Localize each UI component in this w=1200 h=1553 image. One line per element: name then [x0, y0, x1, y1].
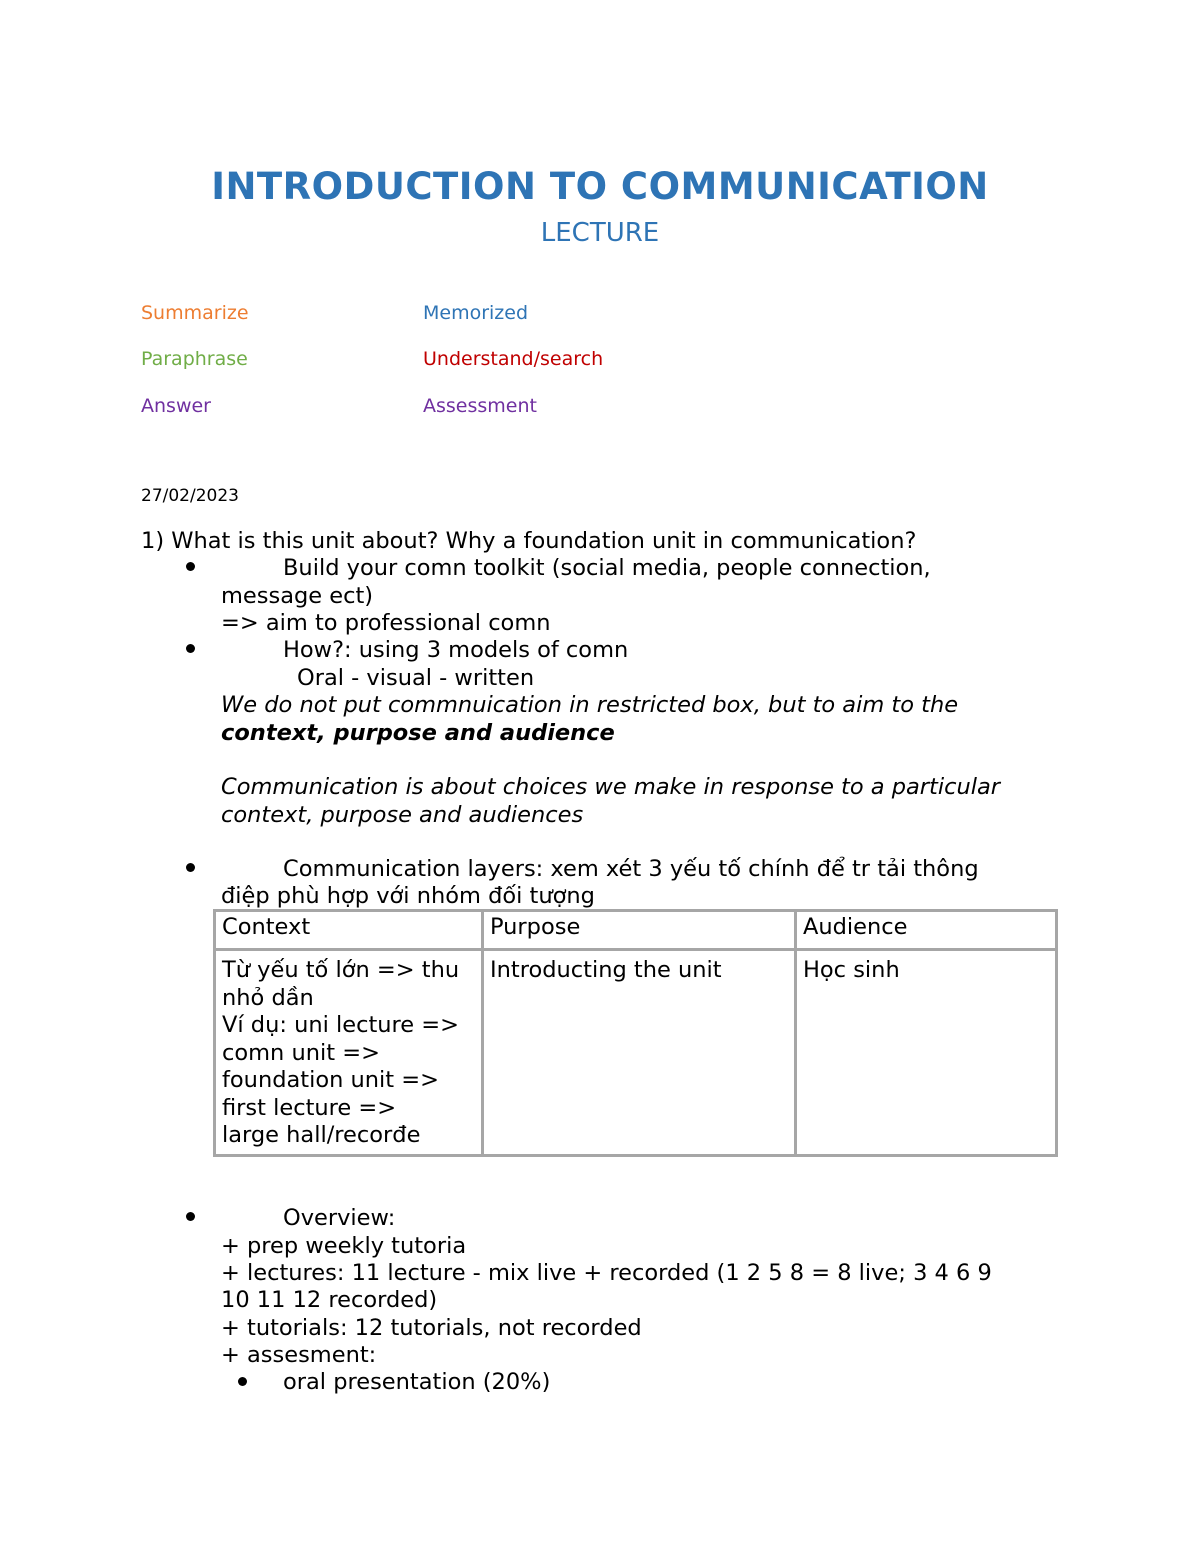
legend-paraphrase: Paraphrase [141, 348, 248, 370]
bullet-dot [186, 562, 195, 571]
bullet2-line2: Oral - visual - written [297, 665, 535, 691]
bullet1-line2: message ect) [221, 583, 374, 609]
sub-bullet-oral-presentation: oral presentation (20%) [283, 1369, 551, 1395]
lecture-date: 27/02/2023 [141, 486, 239, 506]
legend-assessment: Assessment [423, 395, 537, 417]
header-audience: Audience [797, 912, 1055, 951]
context-line: nhỏ dần [222, 984, 314, 1011]
legend-summarize: Summarize [141, 302, 249, 324]
header-context: Context [216, 912, 484, 951]
context-line: first lecture => [222, 1094, 397, 1121]
bullet2-line1: How?: using 3 models of comn [283, 637, 629, 663]
legend-answer: Answer [141, 395, 211, 417]
context-line: Ví dụ: uni lecture => [222, 1012, 459, 1038]
table-header-row [216, 912, 1055, 951]
bullet4-line4: 10 11 12 recorded) [221, 1287, 438, 1313]
bullet4-line5: + tutorials: 12 tutorials, not recorded [221, 1315, 642, 1341]
legend-memorized: Memorized [423, 302, 529, 324]
communication-layers-table [213, 909, 1058, 1157]
bullet4-line6: + assesment: [221, 1342, 377, 1368]
context-line: foundation unit => [222, 1067, 439, 1093]
context-line: large hall/recorđe [222, 1122, 421, 1148]
bullet3-line1: Communication layers: xem xét 3 yếu tố chính để tr tải thông [283, 856, 979, 882]
page-title: INTRODUCTION TO COMMUNICATION [211, 165, 989, 208]
bullet2-line5: Communication is about choices we make in response to a particular [221, 774, 1001, 800]
bullet-dot [186, 863, 195, 872]
table-row [216, 951, 1055, 1154]
page-subtitle: LECTURE [540, 218, 660, 248]
bullet3-line2: điệp phù hợp với nhóm đối tượng [221, 883, 595, 909]
question-heading: 1) What is this unit about? Why a foundation unit in communication? [141, 528, 917, 554]
header-purpose: Purpose [484, 912, 797, 951]
context-line: Từ yếu tố lớn => thu [222, 957, 460, 983]
context-line: comn unit => [222, 1039, 380, 1066]
cell-purpose: Introducting the unit [484, 951, 797, 1154]
bullet4-line3: + lectures: 11 lecture - mix live + recorded (1 2 5 8 = 8 live; 3 4 6 9 [221, 1260, 992, 1286]
bullet-dot [186, 644, 195, 653]
bullet4-line2: + prep weekly tutoria [221, 1233, 467, 1259]
sub-bullet-dot [238, 1377, 247, 1386]
bullet2-line3: We do not put commnuication in restricted box, but to aim to the [221, 692, 959, 718]
bullet2-line4: context, purpose and audience [221, 720, 615, 746]
bullet1-line1: Build your comn toolkit (social media, people connection, [283, 555, 931, 581]
bullet1-line3: => aim to professional comn [221, 610, 551, 636]
cell-context [216, 951, 484, 1154]
cell-audience: Học sinh [803, 957, 900, 983]
bullet-dot [186, 1212, 195, 1221]
bullet2-line6: context, purpose and audiences [221, 802, 584, 828]
legend-understand-search: Understand/search [423, 348, 604, 370]
bullet4-line1: Overview: [283, 1205, 396, 1231]
